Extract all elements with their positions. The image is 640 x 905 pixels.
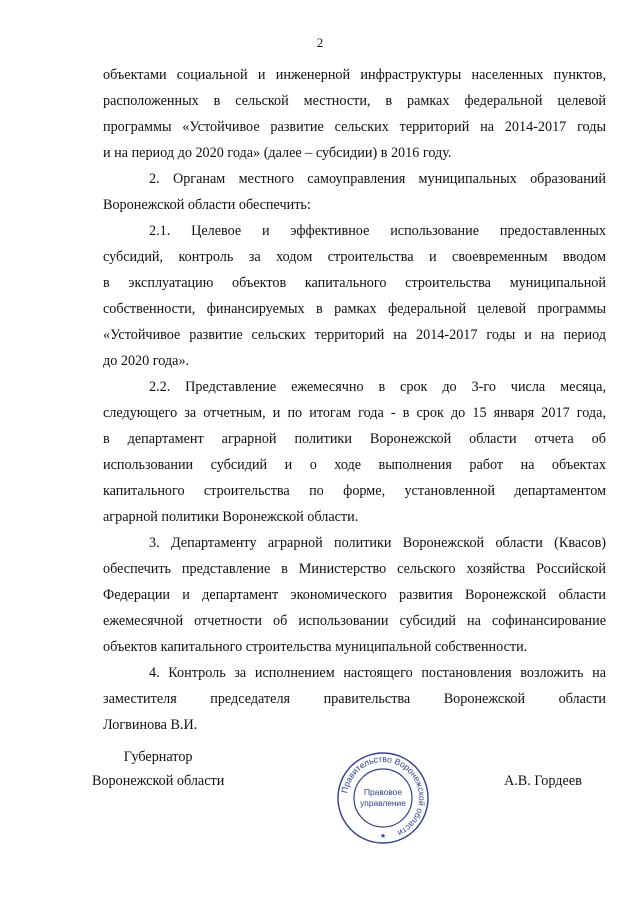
text-line: обеспечить представление в Министерство сельского хозяйства Российской: [103, 561, 606, 577]
signatory-title-line: Губернатор: [123, 749, 193, 765]
text-line: 2. Органам местного самоуправления муниципальных образований: [149, 171, 606, 187]
text-line: объектов капитального строительства муниципальной собственности.: [103, 639, 528, 655]
text-line: использовании субсидий и о ходе выполнения работ на объектах: [103, 457, 606, 473]
stamp-inner-line: Правовое: [363, 787, 403, 797]
text-line: следующего за отчетным, и по итогам года - в срок до 15 января 2017 года,: [103, 405, 606, 421]
text-line: программы «Устойчивое развитие сельских территорий на 2014-2017 годы: [103, 119, 606, 135]
text-line: до 2020 года».: [103, 353, 190, 369]
text-line: заместителя председателя правительства Воронежской области: [103, 691, 606, 707]
official-stamp: [335, 750, 431, 846]
signatory-name: А.В. Гордеев: [504, 773, 582, 789]
text-line: капитального строительства по форме, установленной департаментом: [103, 483, 606, 499]
text-line: аграрной политики Воронежской области.: [103, 509, 359, 525]
text-line: ежемесячной отчетности об использовании субсидий на софинансирование: [103, 613, 606, 629]
text-line: Федерации и департамент экономического развития Воронежской области: [103, 587, 606, 603]
text-line: 3. Департаменту аграрной политики Воронежской области (Квасов): [149, 535, 606, 551]
text-line: собственности, финансируемых в рамках федеральной целевой программы: [103, 301, 606, 317]
paragraph-item-2-1: [103, 218, 606, 374]
text-line: в департамент аграрной политики Воронежской области отчета об: [103, 431, 606, 447]
text-line: 2.1. Целевое и эффективное использование предоставленных: [149, 223, 606, 239]
text-line: «Устойчивое развитие сельских территорий на 2014-2017 годы и на период: [103, 327, 606, 343]
text-line: и на период до 2020 года» (далее – субсидии) в 2016 году.: [103, 145, 452, 161]
paragraph-item-2: [103, 166, 606, 218]
text-line: Логвинова В.И.: [103, 717, 198, 733]
text-line: 2.2. Представление ежемесячно в срок до 3-го числа месяца,: [149, 379, 606, 395]
page-number: 2: [316, 35, 324, 50]
text-line: расположенных в сельской местности, в рамках федеральной целевой: [103, 93, 606, 109]
signatory-title-line: Воронежской области: [92, 773, 225, 789]
text-line: Воронежской области обеспечить:: [103, 197, 311, 213]
paragraph-item-4: [103, 660, 606, 738]
text-line: в эксплуатацию объектов капитального строительства муниципальной: [103, 275, 606, 291]
paragraph-item-2-2: [103, 374, 606, 530]
text-line: объектами социальной и инженерной инфраструктуры населенных пунктов,: [103, 67, 606, 83]
paragraph-continuation: [103, 62, 606, 166]
stamp-star-icon: ★: [379, 833, 387, 840]
signatory-title: [92, 745, 224, 793]
text-line: 4. Контроль за исполнением настоящего постановления возложить на: [149, 665, 606, 681]
stamp-ring-text: Правительство Воронежской области: [339, 753, 428, 839]
stamp-inner-line: управление: [360, 798, 406, 808]
text-line: субсидий, контроль за ходом строительства и своевременным вводом: [103, 249, 606, 265]
paragraph-item-3: [103, 530, 606, 660]
